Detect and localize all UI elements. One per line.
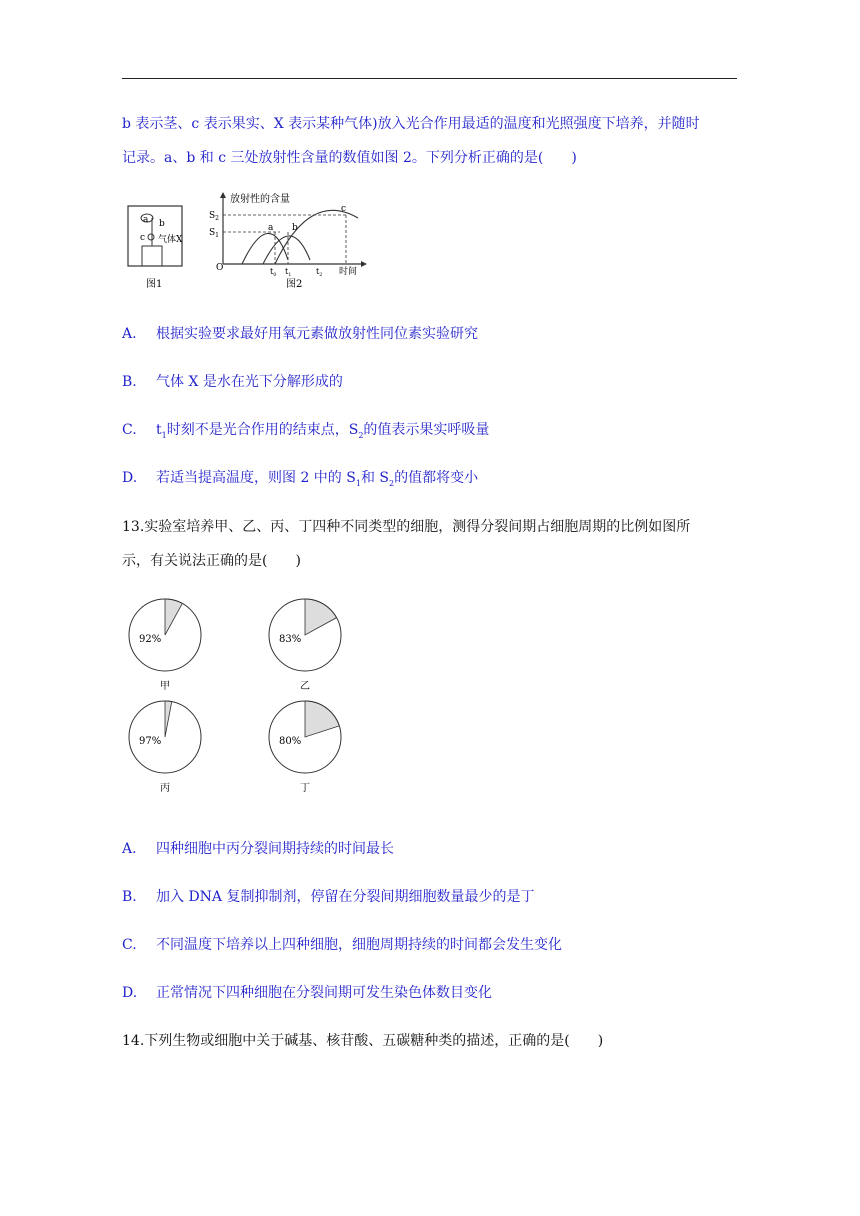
pie-caption: 甲 [160, 681, 170, 692]
fig2-s2-label: $S_2$ [209, 211, 219, 222]
pie-2 [269, 599, 341, 692]
pie-percent-label: 80% [279, 736, 302, 747]
option-letter: B. [122, 374, 137, 390]
fig1-label-gas: 气体X [158, 235, 183, 245]
q12-option-c[interactable] [122, 419, 489, 440]
q12-stem-line1: b 表示茎、c 表示果实、X 表示某种气体)放入光合作用最适的温度和光照强度下培养，并随时 [122, 116, 700, 132]
pie-caption: 乙 [300, 681, 310, 692]
q13-option-b[interactable] [122, 886, 534, 906]
pie-percent-label: 83% [279, 634, 302, 645]
fig2-label-a: a [268, 223, 274, 233]
fig1-label-a: a [143, 215, 149, 225]
option-text: 四种细胞中丙分裂间期持续的时间最长 [156, 841, 394, 857]
option-letter: D. [122, 470, 138, 486]
q12-option-a[interactable] [122, 323, 478, 343]
q13-stem-line1: 13.实验室培养甲、乙、丙、丁四种不同类型的细胞，测得分裂间期占细胞周期的比例如图所 [122, 519, 691, 535]
q13-option-d[interactable] [122, 982, 492, 1002]
pie-caption: 丁 [300, 783, 310, 794]
q13-pie-charts [120, 590, 360, 805]
fig2-t1: $t_1$ [285, 267, 292, 278]
fig2-t0: $t_0$ [270, 267, 277, 278]
fruit-icon [148, 234, 154, 240]
option-t: t [156, 422, 162, 438]
q12-figures [120, 190, 370, 300]
pie-4 [269, 701, 341, 794]
pie-percent-label: 92% [139, 634, 162, 645]
option-text-end: 的值表示果实呼吸量 [363, 422, 490, 438]
q14-stem-line1: 14.下列生物或细胞中关于碱基、核苷酸、五碳糖种类的描述，正确的是( ) [122, 1033, 604, 1049]
fig2-curve-b [263, 236, 310, 264]
option-t-sub: 1 [161, 430, 167, 440]
option-text: 正常情况下四种细胞在分裂间期可发生染色体数目变化 [156, 985, 492, 1001]
q12-stem-line2: 记录。a、b 和 c 三处放射性含量的数值如图 2。下列分析正确的是( ) [122, 150, 577, 166]
fig2-label-c: c [341, 204, 347, 214]
q12-option-b[interactable] [122, 371, 343, 391]
option-text-mid: 和 S [360, 470, 389, 486]
fig1-label-c: c [140, 233, 146, 243]
option-text: 根据实验要求最好用氧元素做放射性同位素实验研究 [156, 326, 478, 342]
option-text-mid: 时刻不是光合作用的结束点，S [166, 422, 359, 438]
fig2-label-b: b [292, 223, 298, 233]
fig2-xlabel: 时间 [339, 267, 358, 277]
pie-slice-division [165, 599, 182, 635]
q12-option-d[interactable] [122, 467, 478, 488]
option-text: 不同温度下培养以上四种细胞，细胞周期持续的时间都会发生变化 [156, 937, 562, 953]
fig2-curve-c [275, 210, 358, 264]
pie-1 [129, 599, 201, 692]
q13-option-c[interactable] [122, 934, 562, 954]
fig2-origin: O [216, 263, 224, 273]
fig1-diagram [128, 206, 183, 290]
q13-option-a[interactable] [122, 838, 394, 858]
pie-slice-division [305, 701, 339, 737]
fig2-ylabel: 放射性的含量 [230, 194, 290, 205]
option-s2-sub: 2 [389, 478, 395, 488]
fig1-label-b: b [159, 219, 165, 229]
option-letter: A. [122, 326, 137, 342]
fig1-caption: 图1 [146, 279, 163, 290]
header-rule [122, 78, 737, 79]
pie-slice-division [165, 701, 172, 737]
option-text-pre: 若适当提高温度，则图 2 中的 S [156, 470, 356, 486]
fig2-caption: 图2 [286, 279, 303, 290]
option-letter: C. [122, 422, 137, 438]
option-text: 加入 DNA 复制抑制剂，停留在分裂间期细胞数量最少的是丁 [156, 889, 535, 905]
fig2-s1-label: $S_1$ [209, 228, 219, 239]
pie-3 [129, 701, 201, 794]
option-s1-sub: 1 [355, 478, 361, 488]
option-text-end: 的值都将变小 [394, 470, 479, 486]
pie-slice-division [305, 599, 337, 635]
q13-stem-line2: 示，有关说法正确的是( ) [122, 553, 301, 569]
fig2-t2: $t_2$ [316, 267, 323, 278]
option-s-sub: 2 [358, 430, 364, 440]
option-letter: C. [122, 937, 137, 953]
option-letter: D. [122, 985, 138, 1001]
option-letter: B. [122, 889, 137, 905]
option-letter: A. [122, 841, 137, 857]
pie-caption: 丙 [160, 783, 170, 794]
pie-percent-label: 97% [139, 736, 162, 747]
fig2-graph [209, 192, 367, 290]
option-text: 气体 X 是水在光下分解形成的 [156, 374, 343, 390]
